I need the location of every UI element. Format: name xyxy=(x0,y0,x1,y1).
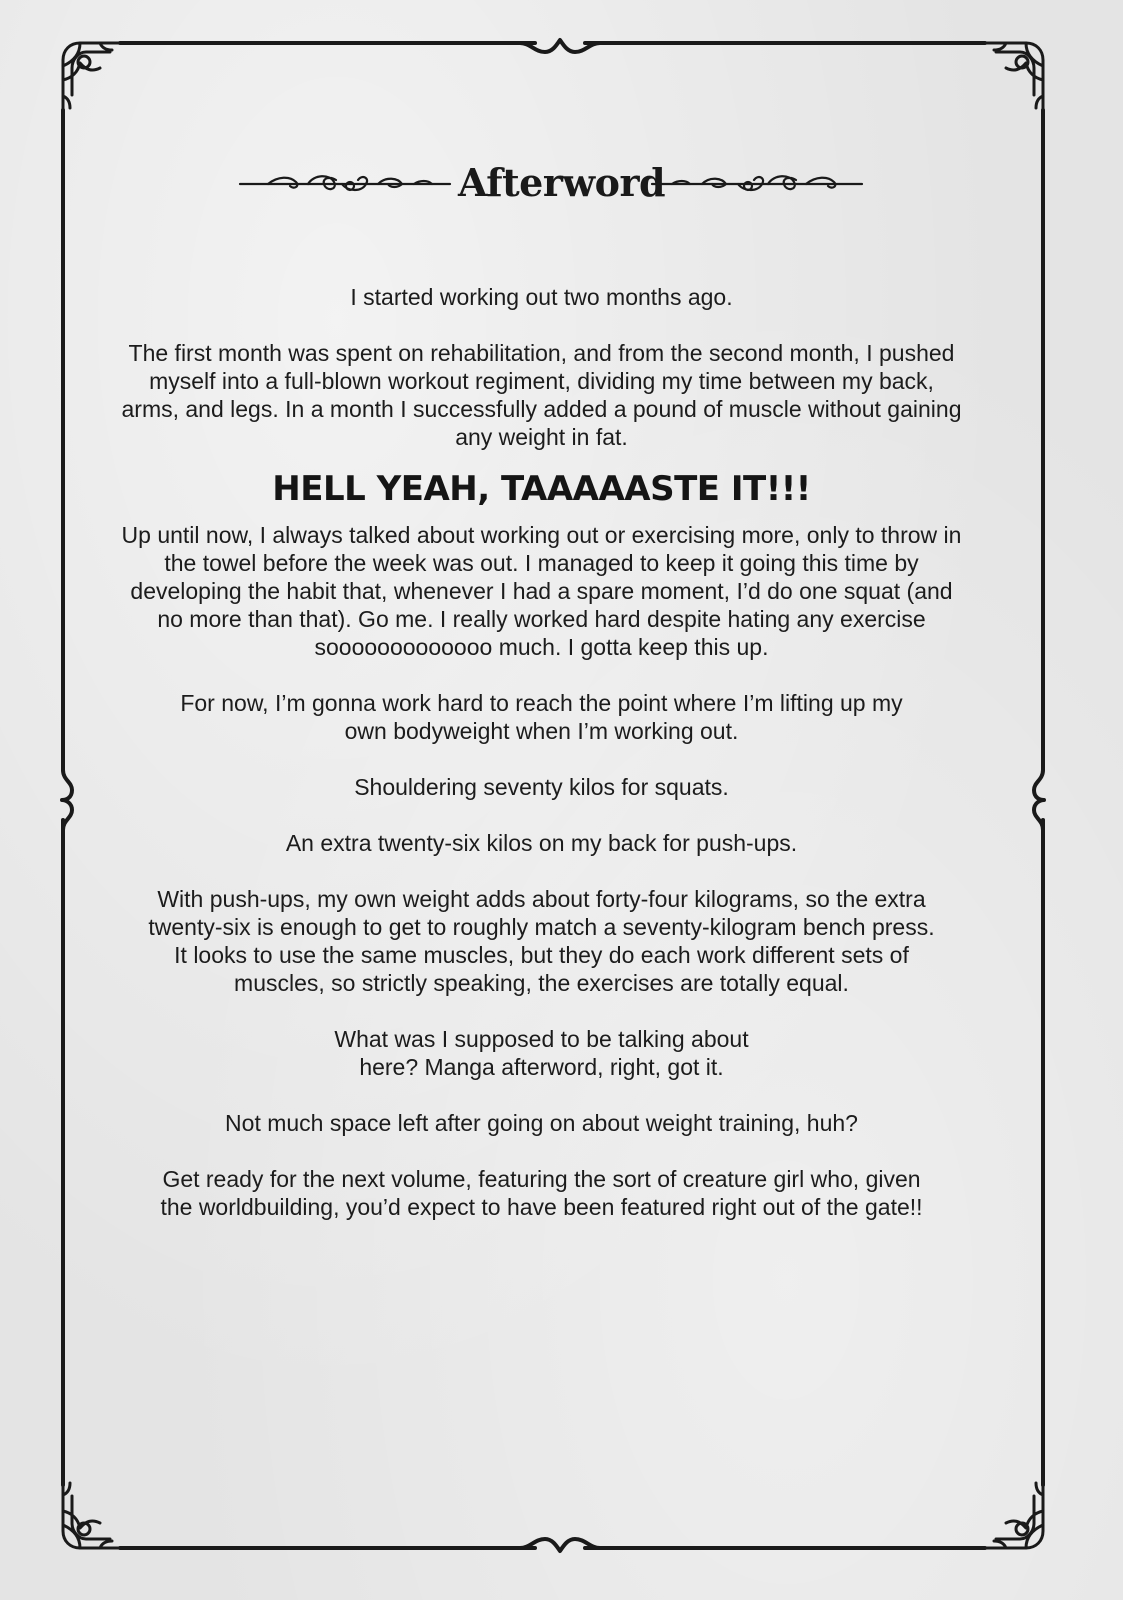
heading-block xyxy=(0,160,1123,210)
paragraph: Get ready for the next volume, featuring the sort of creature girl who, given the worldbuilding, you’d expect to have been featured right out of the gate!! xyxy=(160,1166,923,1220)
paragraph: Up until now, I always talked about working out or exercising more, only to throw in the towel before the week was out. I managed to keep it going this time by developing the habit that, whenever I had a spare moment, I’d do one squat (and no more than that). Go me. I really worked hard despite hating any exercise sooooooooooooo much. I gotta keep this up. xyxy=(121,522,962,660)
paragraph: Not much space left after going on about weight training, huh? xyxy=(225,1110,858,1136)
right-flourish-ornament xyxy=(650,172,865,196)
afterword-body xyxy=(120,283,963,1249)
exclamation-heading: HELL YEAH, TAAAAASTE IT!!! xyxy=(272,469,811,509)
paragraph: I started working out two months ago. xyxy=(350,284,733,310)
paragraph: An extra twenty-six kilos on my back for push-ups. xyxy=(285,830,798,856)
paragraph: For now, I’m gonna work hard to reach the point where I’m lifting up my own bodyweight when I’m working out. xyxy=(180,690,903,744)
paragraph: What was I supposed to be talking about here? Manga afterword, right, got it. xyxy=(334,1026,749,1080)
paragraph: Shouldering seventy kilos for squats. xyxy=(354,774,729,800)
page-title: Afterword xyxy=(457,160,666,205)
paragraph: The first month was spent on rehabilitation, and from the second month, I pushed myself into a full-blown workout regiment, dividing my time between my back, arms, and legs. In a month I successfully added a pound of muscle without gaining any weight in fat. xyxy=(121,340,962,450)
paragraph: With push-ups, my own weight adds about forty-four kilograms, so the extra twenty-six is enough to get to roughly match a seventy-kilogram bench press. It looks to use the same muscles, but they do each work different sets of muscles, so strictly speaking, the exercises are totally equal. xyxy=(148,886,935,996)
